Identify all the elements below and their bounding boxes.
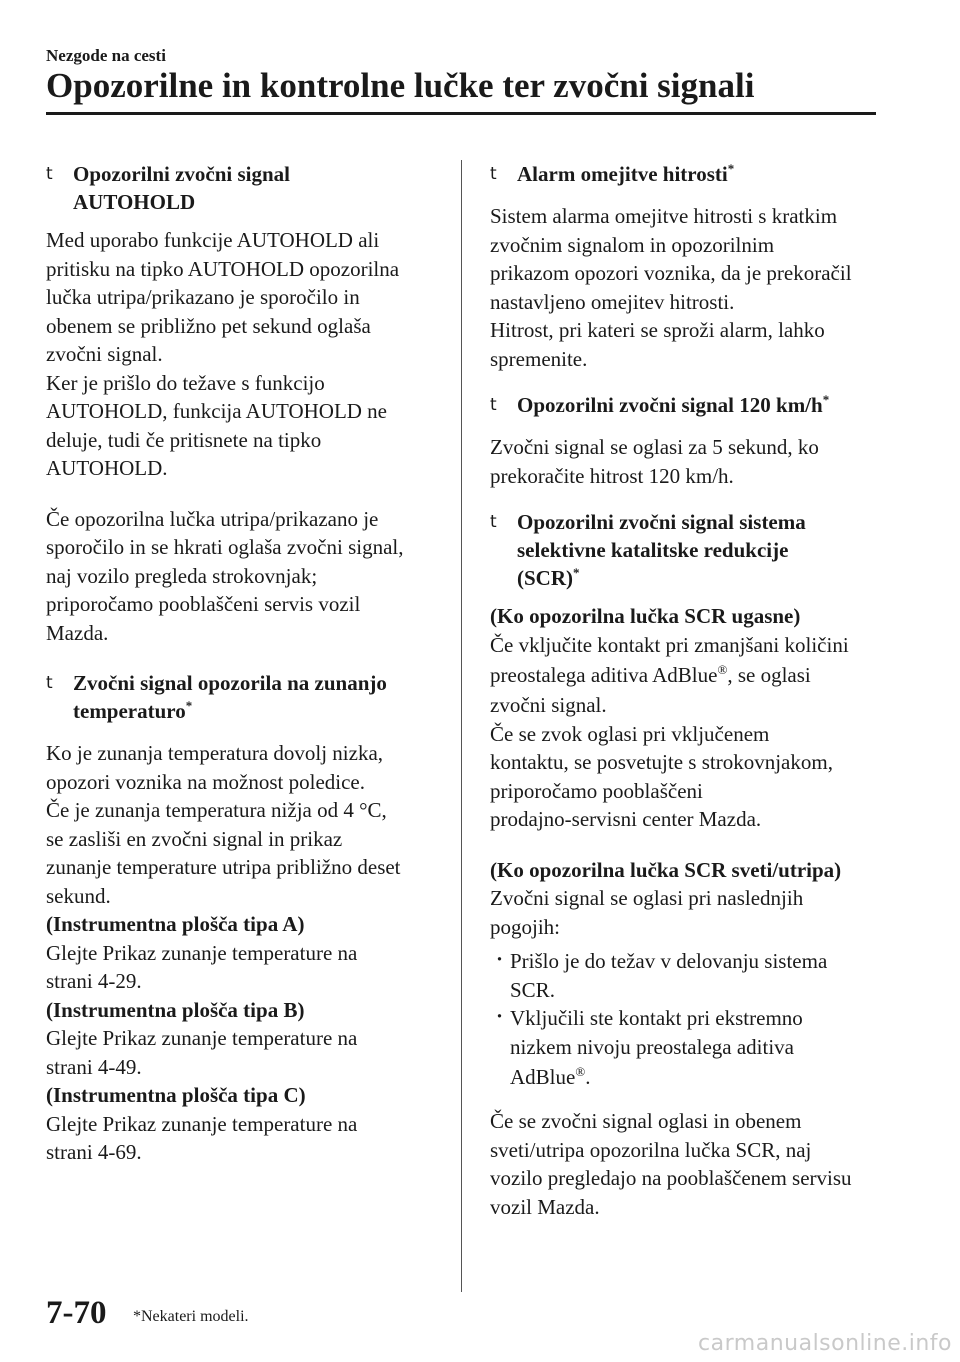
cross-reference: Glejte Prikaz zunanje temperature na	[46, 1111, 358, 1136]
footnote: *Nekateri modeli.	[133, 1308, 249, 1325]
text-line: Zvočni signal se oglasi za 5 sekund, ko	[490, 435, 819, 459]
text-line: Če se zvok oglasi pri vključenem	[490, 721, 770, 746]
page-number: 7-70	[46, 1295, 107, 1331]
text-line: sveti/utripa opozorilna lučka SCR, naj	[490, 1137, 812, 1162]
heading-line: selektivne katalitske redukcije	[517, 538, 789, 562]
cross-reference: strani 4-69.	[46, 1140, 142, 1164]
cross-reference: Glejte Prikaz zunanje temperature na	[46, 1026, 358, 1050]
section-outside-temperature	[46, 669, 441, 1167]
paragraph	[46, 739, 441, 1167]
text-line: obenem se približno pet sekund oglaša	[46, 313, 371, 338]
text-line: Hitrost, pri kateri se sproži alarm, lahko	[490, 318, 825, 342]
text-line: sporočilo in se hkrati oglaša zvočni signal,	[46, 535, 404, 559]
text-fragment: , se oglasi	[727, 663, 811, 687]
text-fragment: AdBlue	[510, 1065, 576, 1089]
right-column	[490, 160, 890, 1221]
column-divider	[461, 160, 462, 1292]
section-heading	[490, 160, 890, 188]
text-line: prodajno-servisni center Mazda.	[490, 807, 762, 831]
text-line	[510, 1061, 890, 1093]
text-line: prikazom opozori voznika, da je prekoračil	[490, 261, 852, 285]
text-line: pritisku na tipko AUTOHOLD opozorilna	[46, 256, 400, 281]
text-line: Prišlo je do težav v delovanju sistema	[510, 949, 828, 973]
footnote-asterisk: *	[185, 698, 193, 713]
heading-text: (SCR)	[517, 566, 573, 590]
header-rule	[46, 112, 876, 115]
text-line: Med uporabo funkcije AUTOHOLD ali	[46, 228, 380, 252]
text-line: AUTOHOLD, funkcija AUTOHOLD ne	[46, 399, 388, 423]
section-marker: t	[490, 512, 497, 532]
text-fragment: .	[585, 1065, 591, 1089]
heading-line: Opozorilni zvočni signal sistema	[517, 510, 806, 534]
paragraph	[490, 1107, 890, 1221]
heading-line: AUTOHOLD	[73, 190, 196, 214]
text-line	[490, 659, 890, 691]
section-scr	[490, 508, 890, 1221]
text-line: Ker je prišlo do težave s funkcijo	[46, 370, 325, 395]
text-line: Sistem alarma omejitve hitrosti s kratkim	[490, 204, 838, 228]
section-marker: t	[46, 673, 53, 693]
watermark: carmanualsonline.info	[698, 1331, 952, 1356]
page-title: Opozorilne in kontrolne lučke ter zvočni signali	[46, 66, 755, 105]
text-line: pogojih:	[490, 914, 561, 939]
section-120kmh	[490, 391, 890, 490]
text-line: Ko je zunanja temperatura dovolj nizka,	[46, 741, 384, 765]
heading-text: Alarm omejitve hitrosti	[517, 162, 728, 186]
cross-reference: Glejte Prikaz zunanje temperature na	[46, 940, 358, 965]
scr-case2-label: (Ko opozorilna lučka SCR sveti/utripa)	[490, 857, 842, 882]
text-line: vozilo pregledajo na pooblaščenem servisu	[490, 1166, 852, 1190]
text-line: nizkem nivoju preostalega aditiva	[510, 1034, 794, 1059]
chapter-label: Nezgode na cesti	[46, 46, 166, 65]
heading-text: temperaturo	[73, 699, 186, 723]
text-line: vozil Mazda.	[490, 1194, 600, 1219]
text-line: zvočnim signalom in opozorilnim	[490, 232, 775, 257]
paragraph	[46, 505, 441, 648]
heading-line	[517, 391, 890, 419]
section-marker: t	[490, 164, 497, 184]
panel-a-label: (Instrumentna plošča tipa A)	[46, 912, 305, 936]
left-column	[46, 160, 441, 1167]
cross-reference: strani 4-29.	[46, 969, 142, 993]
heading-line	[73, 697, 441, 725]
text-line: deluje, tudi če pritisnete na tipko	[46, 427, 322, 452]
text-line: opozori voznika na možnost poledice.	[46, 769, 365, 794]
section-marker: t	[490, 395, 497, 415]
cross-reference: strani 4-49.	[46, 1054, 142, 1079]
text-line: Če se zvočni signal oglasi in obenem	[490, 1109, 802, 1133]
text-line: Če je zunanja temperatura nižja od 4 °C,	[46, 798, 387, 822]
text-line: sekund.	[46, 883, 111, 908]
paragraph	[490, 433, 890, 490]
text-line: priporočamo pooblaščeni servis vozil	[46, 592, 361, 616]
text-line: Če vključite kontakt pri zmanjšani količini	[490, 632, 849, 657]
registered-mark: ®	[575, 1064, 586, 1079]
section-heading	[490, 391, 890, 419]
paragraph	[490, 202, 890, 373]
heading-line	[517, 160, 890, 188]
paragraph	[490, 602, 890, 834]
list-item	[490, 1004, 890, 1093]
heading-line: Opozorilni zvočni signal	[73, 162, 291, 186]
text-line: spremenite.	[490, 346, 588, 371]
bullet-dot: ·	[496, 1004, 504, 1028]
heading-text: Opozorilni zvočni signal 120 km/h	[517, 393, 823, 417]
footnote-asterisk: *	[822, 392, 830, 407]
text-line: se zasliši en zvočni signal in prikaz	[46, 826, 343, 851]
heading-line: Zvočni signal opozorila na zunanjo	[73, 671, 387, 695]
panel-c-label: (Instrumentna plošča tipa C)	[46, 1083, 306, 1107]
paragraph	[46, 226, 441, 483]
text-line: Vključili ste kontakt pri ekstremno	[510, 1006, 803, 1030]
footnote-asterisk: *	[573, 565, 580, 580]
scr-case1-label: (Ko opozorilna lučka SCR ugasne)	[490, 604, 801, 628]
text-line: priporočamo pooblaščeni	[490, 778, 703, 803]
section-autohold	[46, 160, 441, 647]
text-line: kontaktu, se posvetujte s strokovnjakom,	[490, 750, 833, 774]
heading-line	[517, 564, 890, 592]
text-line: Zvočni signal se oglasi pri naslednjih	[490, 886, 804, 910]
text-fragment: preostalega aditiva AdBlue	[490, 663, 718, 687]
bullet-list	[490, 947, 890, 1093]
list-item	[490, 947, 890, 1004]
text-line: AUTOHOLD.	[46, 456, 168, 480]
text-line: prekoračite hitrost 120 km/h.	[490, 463, 734, 488]
section-heading	[46, 669, 441, 725]
section-heading	[490, 508, 890, 592]
text-line: zunanje temperature utripa približno deset	[46, 855, 401, 879]
text-line: zvočni signal.	[490, 693, 607, 717]
panel-b-label: (Instrumentna plošča tipa B)	[46, 997, 305, 1022]
section-marker: t	[46, 164, 53, 184]
footnote-asterisk: *	[727, 161, 735, 176]
text-line: Če opozorilna lučka utripa/prikazano je	[46, 506, 379, 531]
bullet-dot: ·	[496, 947, 504, 971]
text-line: nastavljeno omejitev hitrosti.	[490, 289, 735, 314]
section-heading	[46, 160, 441, 216]
text-line: zvočni signal.	[46, 342, 163, 366]
registered-mark: ®	[717, 662, 728, 677]
text-line: SCR.	[510, 977, 555, 1002]
text-line: lučka utripa/prikazano je sporočilo in	[46, 285, 360, 309]
section-speed-alarm	[490, 160, 890, 373]
text-line: Mazda.	[46, 620, 109, 645]
paragraph	[490, 856, 890, 942]
text-line: naj vozilo pregleda strokovnjak;	[46, 563, 318, 588]
